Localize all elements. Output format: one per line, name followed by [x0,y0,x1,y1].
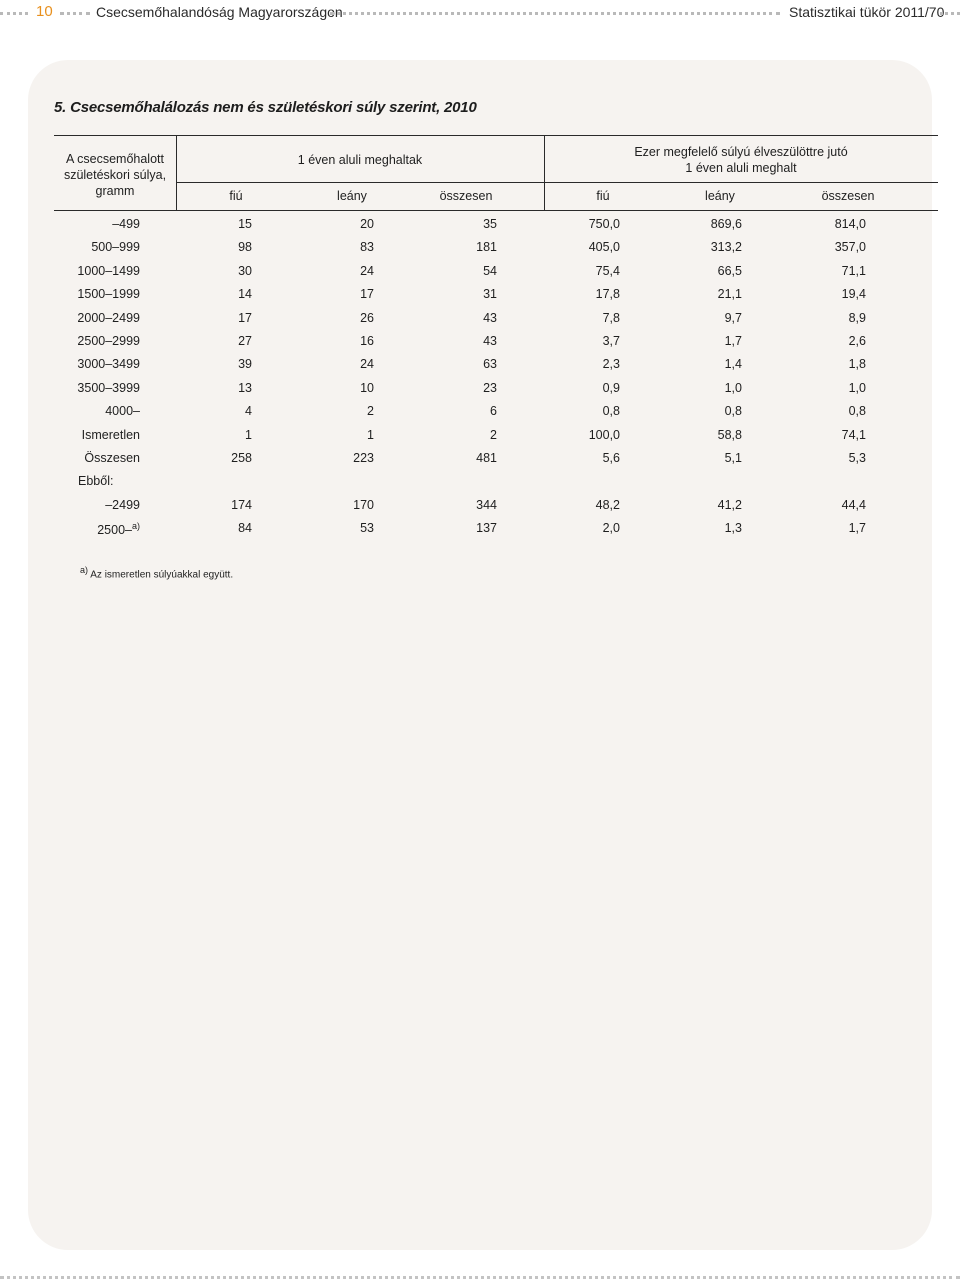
row-label-text: –499 [112,217,140,231]
table-cell: 27 [238,334,252,348]
row-label [60,311,140,325]
table-panel [28,60,932,1250]
table-cell: 869,6 [710,217,742,231]
subheader-fiu-2: fiú [596,189,610,203]
table-cell: 58,8 [717,427,742,442]
table-cell: 63 [483,357,497,372]
ebbol-row [0,474,960,494]
row-label [60,287,140,301]
table-cell: 2,3 [602,357,620,372]
header-mid-rule [176,182,938,183]
table-row [0,498,960,518]
table-cell: 21,1 [717,287,742,302]
table-cell: 814,0 [834,217,866,231]
table-row [0,287,960,307]
table-cell: 26 [360,310,374,325]
table-cell: 74,1 [841,427,866,442]
table-cell: 23 [483,380,497,395]
footer-dots [0,1276,960,1279]
table-cell: 1,4 [724,357,742,372]
row-label [60,428,140,442]
row-label-text: 2000–2499 [77,310,140,325]
row-label [60,404,140,418]
table-cell: 1 [367,427,374,442]
table-cell: 8,9 [848,310,866,325]
table-cell: 14 [238,287,252,302]
table-cell: 30 [238,263,252,278]
table-cell: 2 [490,427,497,442]
table-cell: 174 [231,497,252,512]
table-row [0,357,960,377]
ebbol-label: Ebből: [78,474,114,489]
table-cell: 75,4 [595,263,620,278]
table-cell: 54 [483,263,497,278]
row-label [60,498,140,512]
row-label-footnote-mark: a) [131,521,140,532]
table-cell: 19,4 [841,287,866,302]
table-cell: 1,0 [848,380,866,395]
table-cell: 181 [476,240,497,255]
row-label [60,264,140,278]
table-cell: 2 [367,404,374,419]
table-cell: 4 [245,404,252,419]
footnote [80,565,233,580]
row-label-text: 4000– [105,404,140,419]
row-label-text: 1500–1999 [77,287,140,302]
table-cell: 1,7 [848,521,866,536]
table-cell: 10 [360,380,374,395]
row-label-text: 2500–2999 [77,334,140,348]
table-row [0,264,960,284]
table-cell: 16 [360,334,374,348]
table-cell: 53 [360,521,374,536]
table-row [0,428,960,448]
subheader-osszesen-2: összesen [821,189,875,203]
table-cell: 313,2 [710,240,742,255]
table-cell: 258 [231,451,252,465]
stub-divider [176,136,177,210]
table-cell: 344 [476,497,497,512]
row-label [60,240,140,254]
table-row [0,217,960,237]
table-cell: 6 [490,404,497,419]
row-label-text: –2499 [105,497,140,512]
footnote-mark: a) [80,565,89,575]
row-label-text: 3000–3499 [77,357,140,372]
table-cell: 24 [360,357,374,372]
table-cell: 48,2 [595,497,620,512]
table-row [0,240,960,260]
table-row [0,521,960,541]
table-cell: 357,0 [834,240,866,255]
table-cell: 170 [353,497,374,512]
table-cell: 20 [360,217,374,231]
table-cell: 137 [476,521,497,536]
table-cell: 13 [238,380,252,395]
table-cell: 2,6 [848,334,866,348]
header-bottom-rule [54,210,938,211]
header-top-rule [54,135,938,136]
table-cell: 1,7 [724,334,742,348]
table-cell: 750,0 [588,217,620,231]
row-label [60,357,140,371]
table-cell: 71,1 [841,263,866,278]
table-cell: 1,0 [724,380,742,395]
row-label-text: Ismeretlen [81,427,140,442]
table-row [0,451,960,471]
table-cell: 0,8 [602,404,620,419]
table-cell: 17 [360,287,374,302]
row-label [60,217,140,231]
table-cell: 17,8 [595,287,620,302]
table-cell: 1 [245,427,252,442]
table-cell: 5,1 [724,451,742,465]
table-cell: 84 [238,521,252,536]
table-row [0,334,960,354]
chapter-title: Csecsemőhalandóság Magyarországon [96,4,343,20]
stub-header-line2: születéskori súlya, [63,168,167,182]
table-title: 5. Csecsemőhalálozás nem és születéskori súly szerint, 2010 [54,99,477,116]
stub-header-line1: A csecsemőhalott [66,152,164,166]
header-dots-right [940,12,960,15]
table-cell: 100,0 [588,427,620,442]
row-label-text: 1000–1499 [77,263,140,278]
table-cell: 3,7 [602,334,620,348]
table-cell: 39 [238,357,252,372]
table-cell: 481 [476,451,497,465]
header-dots-mid2 [330,12,780,15]
subheader-fiu-1: fiú [229,189,243,203]
table-cell: 2,0 [602,521,620,536]
table-cell: 41,2 [717,497,742,512]
table-cell: 98 [238,240,252,255]
group2-header-line1: Ezer megfelelő súlyú élveszülöttre jutó [634,145,848,159]
table-cell: 43 [483,310,497,325]
group1-header: 1 éven aluli meghaltak [297,153,423,167]
table-cell: 24 [360,263,374,278]
table-cell: 405,0 [588,240,620,255]
table-cell: 0,8 [848,404,866,419]
table-cell: 17 [238,310,252,325]
table-cell: 0,8 [724,404,742,419]
stub-header [54,151,176,199]
row-label-text: 500–999 [91,240,140,255]
table-cell: 35 [483,217,497,231]
table-cell: 5,3 [848,451,866,465]
table-cell: 0,9 [602,380,620,395]
row-label [60,381,140,395]
table-cell: 1,3 [724,521,742,536]
page-number: 10 [36,3,53,20]
row-label-text: 2500– [97,523,132,538]
table-cell: 5,6 [602,451,620,465]
table-cell: 83 [360,240,374,255]
table-cell: 66,5 [717,263,742,278]
table-cell: 44,4 [841,497,866,512]
header-dots-mid1 [60,12,90,15]
table-cell: 9,7 [724,310,742,325]
group2-header-line2: 1 éven aluli meghalt [685,161,797,175]
table-row [0,381,960,401]
row-label [60,334,140,348]
subheader-osszesen-1: összesen [439,189,493,203]
header-dots-left [0,12,28,15]
row-label [60,521,140,537]
table-cell: 15 [238,217,252,231]
table-row [0,311,960,331]
row-label-text: Összesen [84,451,140,465]
series-title: Statisztikai tükör 2011/70 [789,4,945,20]
stub-header-line3: gramm [95,184,135,198]
page-header [0,0,960,26]
row-label [60,451,140,465]
subheader-leany-2: leány [705,189,735,203]
table-cell: 43 [483,334,497,348]
subheader-leany-1: leány [337,189,367,203]
footnote-text: Az ismeretlen súlyúakkal együtt. [90,569,234,581]
row-label-text: 3500–3999 [77,380,140,395]
table-cell: 31 [483,287,497,302]
table-cell: 223 [353,451,374,465]
table-cell: 1,8 [848,357,866,372]
table-cell: 7,8 [602,310,620,325]
group2-header [544,144,938,176]
table-row [0,404,960,424]
